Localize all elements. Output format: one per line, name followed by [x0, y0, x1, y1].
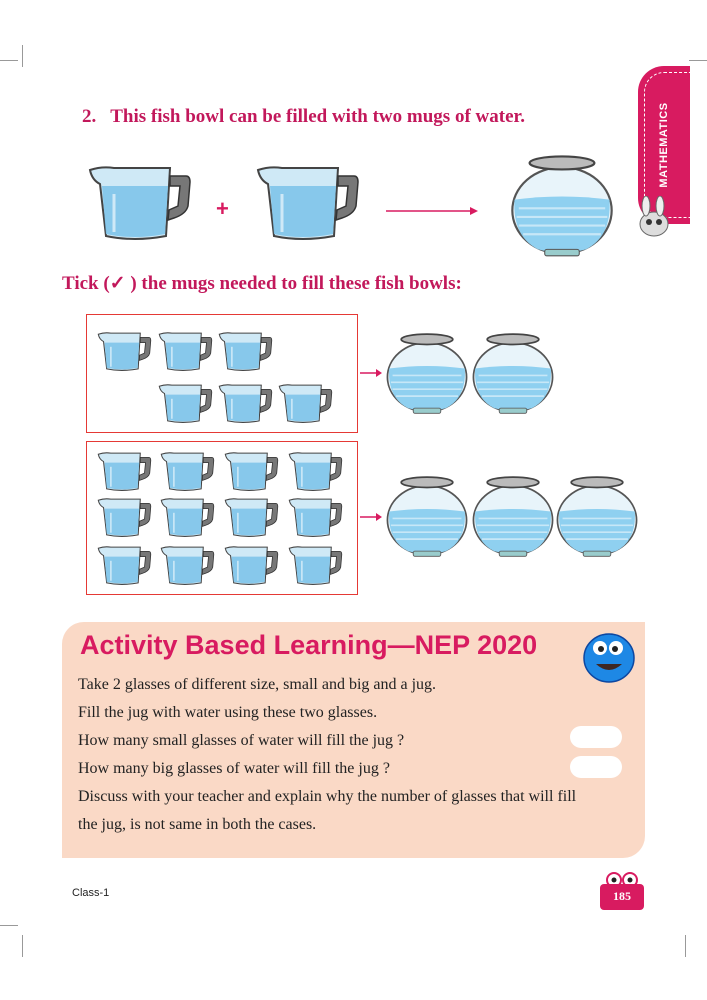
mug-image	[216, 330, 274, 372]
activity-title: Activity Based Learning—NEP 2020	[80, 630, 538, 660]
mug-image	[156, 382, 214, 424]
arrow-icon	[360, 512, 382, 522]
question-number: 2.	[82, 106, 97, 127]
answer-box-big[interactable]	[570, 756, 622, 778]
question-text: This fish bowl can be filled with two mugs of water.	[110, 106, 525, 127]
crop-mark	[22, 45, 23, 67]
mug-image	[158, 496, 216, 538]
mug-image	[156, 330, 214, 372]
mug-image	[252, 160, 362, 244]
fish-bowl-image	[384, 470, 470, 560]
question-heading	[82, 106, 525, 128]
activity-line: How many small glasses of water will fill the jug ?	[78, 732, 405, 749]
page-number: 185	[613, 889, 631, 903]
mug-image	[222, 450, 280, 492]
bunny-mascot-icon	[634, 196, 674, 240]
arrow-icon	[360, 368, 382, 378]
mug-image	[286, 496, 344, 538]
crop-mark	[689, 60, 707, 61]
mug-image	[84, 160, 194, 244]
mug-image	[95, 450, 153, 492]
fish-bowl-image	[470, 328, 556, 416]
crop-mark	[22, 935, 23, 957]
activity-line: Take 2 glasses of different size, small and big and a jug.	[78, 676, 437, 693]
mug-image	[95, 544, 153, 586]
mug-image	[158, 544, 216, 586]
mug-image	[222, 544, 280, 586]
fish-bowl-image	[470, 470, 556, 560]
tick-instruction: Tick (✓ ) the mugs needed to fill these fish bowls:	[62, 273, 462, 294]
subject-label: MATHEMATICS	[658, 102, 670, 188]
fish-bowl-image	[554, 470, 640, 560]
answer-box-small[interactable]	[570, 726, 622, 748]
activity-line: How many big glasses of water will fill the jug ?	[78, 760, 390, 777]
mug-image	[216, 382, 274, 424]
mug-image	[276, 382, 334, 424]
arrow-icon	[386, 204, 478, 218]
fish-bowl-image	[384, 328, 470, 416]
activity-line: the jug, is not same in both the cases.	[78, 816, 317, 833]
mug-image	[222, 496, 280, 538]
activity-line: Fill the jug with water using these two glasses.	[78, 704, 378, 721]
class-label: Class-1	[72, 887, 110, 899]
mug-image	[95, 330, 153, 372]
plus-sign: +	[216, 196, 229, 221]
blue-monster-mascot-icon	[580, 624, 638, 686]
mug-image	[286, 544, 344, 586]
crop-mark	[0, 925, 18, 926]
mug-image	[286, 450, 344, 492]
activity-line: Discuss with your teacher and explain why the number of glasses that will fill	[78, 788, 577, 805]
fish-bowl-image	[508, 150, 616, 258]
mug-image	[158, 450, 216, 492]
crop-mark	[685, 935, 686, 957]
crop-mark	[0, 60, 18, 61]
mug-image	[95, 496, 153, 538]
